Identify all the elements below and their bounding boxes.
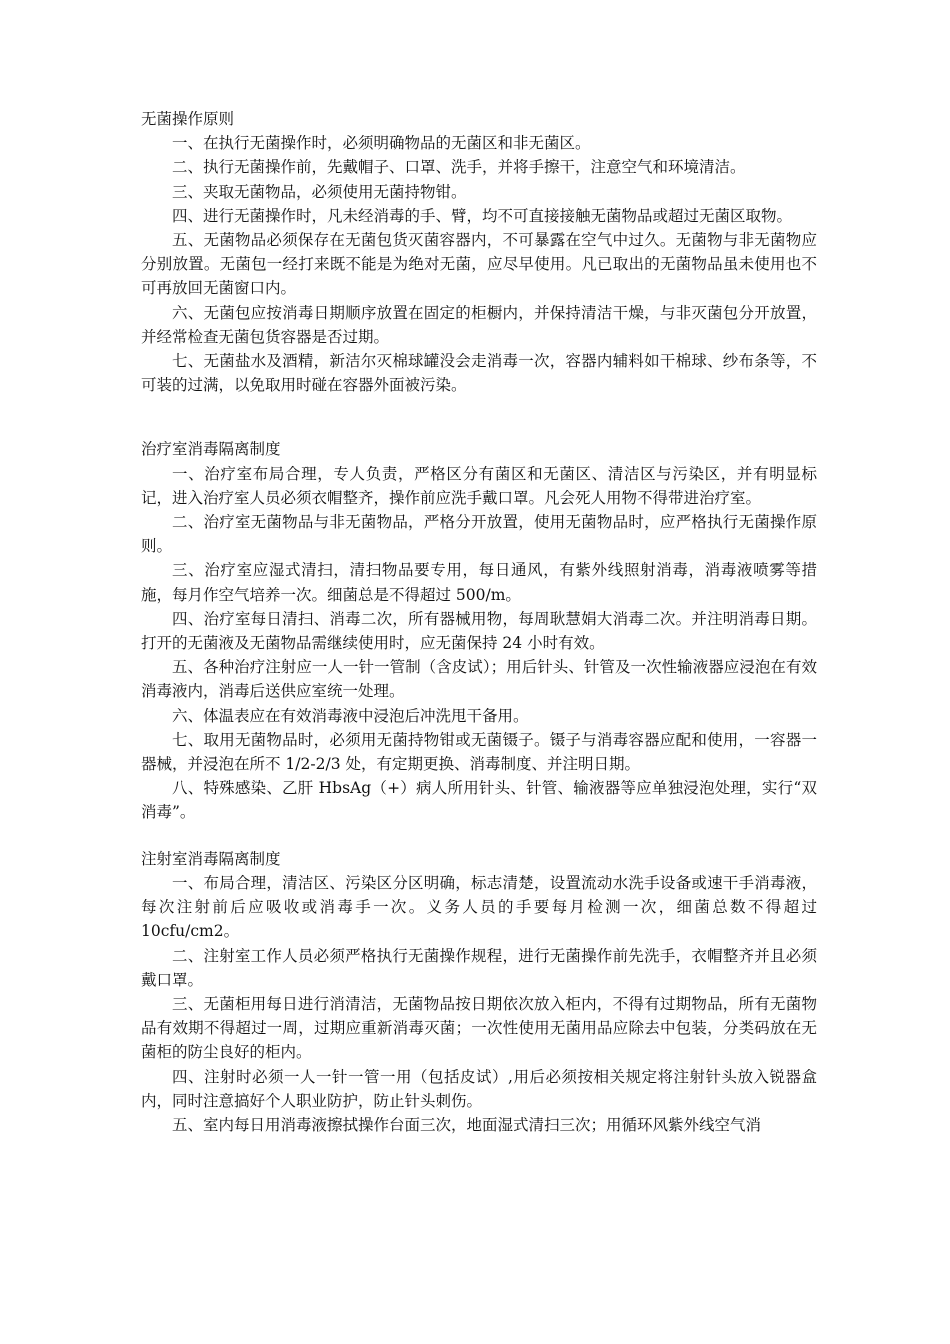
paragraph: 一、在执行无菌操作时，必须明确物品的无菌区和非无菌区。 xyxy=(172,134,591,153)
paragraph: 二、治疗室无菌物品与非无菌物品，严格分开放置，使用无菌物品时，应严格执行无菌操作原则。 xyxy=(141,513,817,556)
paragraph: 五、各种治疗注射应一人一针一管制（含皮试）；用后针头、针管及一次性输液器应浸泡在有效消毒液内，消毒后送供应室统一处理。 xyxy=(141,658,817,701)
paragraph: 五、室内每日用消毒液擦拭操作台面三次，地面湿式清扫三次；用循环风紫外线空气消 xyxy=(172,1115,762,1134)
paragraph: 七、无菌盐水及酒精，新洁尔灭棉球罐没会走消毒一次，容器内辅料如干棉球、纱布条等，不可装的过满，以免取用时碰在容器外面被污染。 xyxy=(141,352,817,395)
paragraph: 六、无菌包应按消毒日期顺序放置在固定的柜橱内，并保持清洁干燥，与非灭菌包分开放置，并经常检查无菌包货容器是否过期。 xyxy=(141,303,817,346)
paragraph: 六、体温表应在有效消毒液中浸泡后冲洗甩干备用。 xyxy=(172,706,529,725)
paragraph: 三、治疗室应湿式清扫，清扫物品要专用，每日通风，有紫外线照射消毒，消毒液喷雾等措施，每月作空气培养一次。细菌总是不得超过 500/m。 xyxy=(141,561,817,604)
section-title: 治疗室消毒隔离制度 xyxy=(141,440,281,459)
paragraph: 三、夹取无菌物品，必须使用无菌持物钳。 xyxy=(172,182,467,201)
paragraph: 五、无菌物品必须保存在无菌包货灭菌容器内，不可暴露在空气中过久。无菌物与非无菌物应分别放置。无菌包一经打来既不能是为绝对无菌，应尽早使用。凡已取出的无菌物品虽未使用也不可再放回无菌窗口内。 xyxy=(141,231,817,298)
spacer xyxy=(141,825,817,847)
paragraph: 一、布局合理，清洁区、污染区分区明确，标志清楚，设置流动水洗手设备或速干手消毒液，每次注射前后应吸收或消毒手一次。义务人员的手要每月检测一次，细菌总数不得超过 10cfu/cm2。 xyxy=(141,873,817,941)
section-title: 无菌操作原则 xyxy=(141,110,235,128)
paragraph: 一、治疗室布局合理，专人负责，严格区分有菌区和无菌区、清洁区与污染区，并有明显标记，进入治疗室人员必须衣帽整齐，操作前应洗手戴口罩。凡会死人用物不得带进治疗室。 xyxy=(141,464,817,507)
paragraph: 七、取用无菌物品时，必须用无菌持物钳或无菌镊子。镊子与消毒容器应配和使用，一容器一器械，并浸泡在所不 1/2-2/3 处，有定期更换、消毒制度、并注明日期。 xyxy=(141,730,817,774)
paragraph: 三、无菌柜用每日进行消清洁，无菌物品按日期依次放入柜内，不得有过期物品，所有无菌物品有效期不得超过一周，过期应重新消毒灭菌；一次性使用无菌用品应除去中包装，分类码放在无菌柜的防尘良好的柜内。 xyxy=(141,994,817,1062)
paragraph: 四、注射时必须一人一针一管一用（包括皮试）,用后必须按相关规定将注射针头放入锐器盒内，同时注意搞好个人职业防护，防止针头刺伤。 xyxy=(141,1067,817,1110)
document-page xyxy=(141,107,817,1137)
spacer xyxy=(141,397,817,437)
paragraph: 二、执行无菌操作前，先戴帽子、口罩、洗手，并将手擦干，注意空气和环境清洁。 xyxy=(172,158,746,177)
paragraph: 八、特殊感染、乙肝 HbsAg（+）病人所用针头、针管、输液器等应单独浸泡处理，实行“双消毒”。 xyxy=(141,779,817,822)
section-aseptic-principles xyxy=(141,107,817,397)
paragraph: 四、治疗室每日清扫、消毒二次，所有器械用物，每周耿慧娟大消毒二次。并注明消毒日期。打开的无菌液及无菌物品需继续使用时，应无菌保持 24 小时有效。 xyxy=(141,609,817,653)
section-treatment-room xyxy=(141,437,817,824)
section-injection-room xyxy=(141,847,817,1137)
section-title: 注射室消毒隔离制度 xyxy=(141,849,281,868)
paragraph: 四、进行无菌操作时，凡未经消毒的手、臂，均不可直接接触无菌物品或超过无菌区取物。 xyxy=(172,206,793,225)
paragraph: 二、注射室工作人员必须严格执行无菌操作规程，进行无菌操作前先洗手，衣帽整齐并且必须戴口罩。 xyxy=(141,946,817,989)
